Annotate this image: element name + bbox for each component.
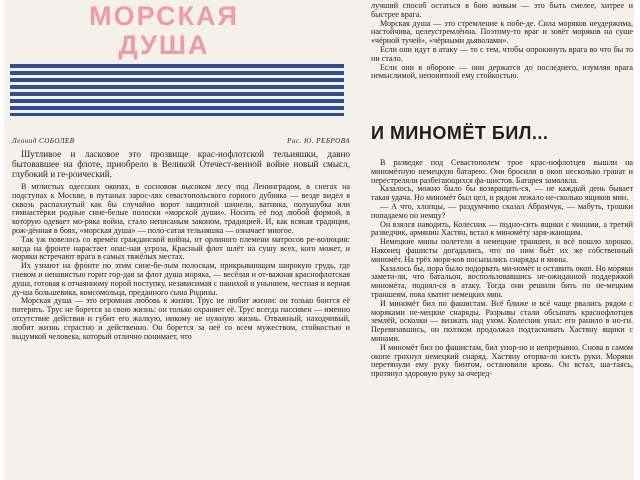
section-heading: И МИНОМЁТ БИЛ... — [371, 123, 549, 143]
body-paragraph: Морская душа — это огромная любовь к жизни. Трус не любит жизни: он только боится её потерять. Трус не борется за свою жизнь: он только охраняет её. Трус всегда пассивен — именно отсутствие действия и губит его жалкую, никому не нужную жизнь. Отважный, находчивый, любит жизнь страстно и действенно. Он борется за неё со всем мужеством, стойкостью и выдумкой человека, который отлично понимает, что — [12, 296, 350, 341]
striped-band-illustration — [10, 64, 344, 116]
illustrator-credit: Рис. Ю. РЕБРОВА — [287, 137, 350, 145]
body-paragraph: лучший способ остаться в бою живым — это быть смелее, хитрее и быстрее врага. — [371, 2, 633, 19]
body-paragraph: И миномёт бил по фашистам. Всё ближе и всё чаще рвались рядом с моряками не-мецкие снаряды. Разрывы стали обсыпать краснофлотцев землёй, осколки — визжать над ухом. Колесник упал: его ранило в но-ги. Перевязавшись, он ползком продолжал подтаскивать Хастяну ящики с минами. — [371, 298, 633, 343]
body-paragraph: Так уж повелось со времён гражданской войны, от орлиного племени матросов ре-волюции: когда на фронте нарастает опас-ная угроза, Красный флот шлёт на сушу всех, кого может, и моряки встречают врага в самых тяжёлых местах. — [12, 234, 350, 262]
body-paragraph: Казалось, можно было бы возвращать-ся, — не каждый день бывает такая удача. Но миномёт был цел, и рядом лежало не-сколько ящиков мин. — [371, 184, 633, 203]
lead-paragraph: Шутливое и ласковое это прозвище крас-нофлотской тельняшки, давно бытовавшее на флоте, приобрело в Великой Отечест-венной войне новый смысл, глубокий и ге-роический. — [12, 149, 350, 179]
article-column-right-top — [371, 2, 633, 115]
body-paragraph: Если они идут в атаку — то с тем, чтобы опрокинуть врага во что бы то ни стало. — [371, 44, 633, 63]
article-column-right-bottom — [371, 159, 633, 480]
body-paragraph: И миномёт бил по фашистам, бил упор-но и непрерывно. Снова в самом окопе грохнул немецкий снаряд. Хастяну оторва-ло кисть руки. Моряки перетянули ему руку бинтом, остановили кровь. Он встал, ша-таясь, протянул здоровую руку за очеред- — [371, 342, 633, 379]
body-paragraph: Немецкие мины полетели в немецкие траншеи, и всё пошло хорошо. Наконец фашисты догадались, что по ним бьёт их же собственный миномёт. На трёх моря-ков посыпались снаряды и мины. — [371, 237, 633, 264]
title-line-2: ДУША — [118, 30, 210, 60]
body-paragraph: Их узнают на фронте по этим сине-бе-лым полоскам, прикрывающим широкую грудь, где гневом и ненавистью горит гор-дая за флот душа моряка, — весёлая и от-важная краснофлотская душа, готовая к отчаянному порой поступку, независимая с панихой и унынием, честная и верная ду-ша большевика, комсомольца, преданного сына Родины. — [12, 261, 350, 297]
body-paragraph: В разведке под Севастополем трое крас-нофлотцев вышли на миномётную немецкую батарею. Они бросили в окоп несколько гранат и перестреляли разбегающихся фа-шистов. Батарея замолкла. — [371, 159, 633, 185]
body-paragraph: Если они в обороне — они держатся до последнего, изумляя врага немыслимой, непонятной ему стойкостью. — [371, 62, 633, 81]
body-paragraph: — А что, хлопцы, — раздумчиво сказал Абрамчук, — мабуть, трошки попадаемо по немцу? — [371, 201, 633, 220]
magazine-page — [4, 0, 634, 480]
article-column-left — [12, 149, 350, 480]
body-paragraph: Казалось бы, пора было подорвать ми-номёт и оставить окоп. Но моряки замети-ли, что батальон, воспользовавшись не-ожиданной поддержкой миномёта, поднял-ся в атаку. Тогда они решили бить по не-мецким траншеям, пока хватит немецких мин. — [371, 263, 633, 299]
author-name: Леонид СОБОЛЕВ — [12, 137, 75, 145]
body-paragraph: В мглистых одесских окопах, в сосновом высоком лесу под Ленинградом, в снегах на подступах к Москве, в путаных зарос-лях севастопольского горного дубняка — везде видел я сквозь распахнутый как бы случайно ворот защитной шинели, ватника, полушубка или гимнастёрки родные сине-белые полоски «морской души». Носить её под любой формой, в которую одевает мо-ряка война, стало неписаным законом, традицией. И, как всякая традиция, рож-дённая в боях, «морская душа» — поло-сатая тельняшка — означает многое. — [12, 182, 350, 235]
body-paragraph: Морская душа — это стремление к побе-де. Сила моряков неудержима, настойчива, целеустремлённа. Поэтому-то враг и зовёт моряков на суше «чёрной тучей», «чёрными дьяволами». — [371, 18, 633, 46]
body-paragraph: Он взялся наводить, Колесник — подно-сить ящики с минами, а третий разведчик, армянин Хастян, встал к миномёту заря-жающим. — [371, 219, 633, 238]
article-title — [4, 2, 324, 60]
title-line-1: МОРСКАЯ — [89, 1, 239, 31]
